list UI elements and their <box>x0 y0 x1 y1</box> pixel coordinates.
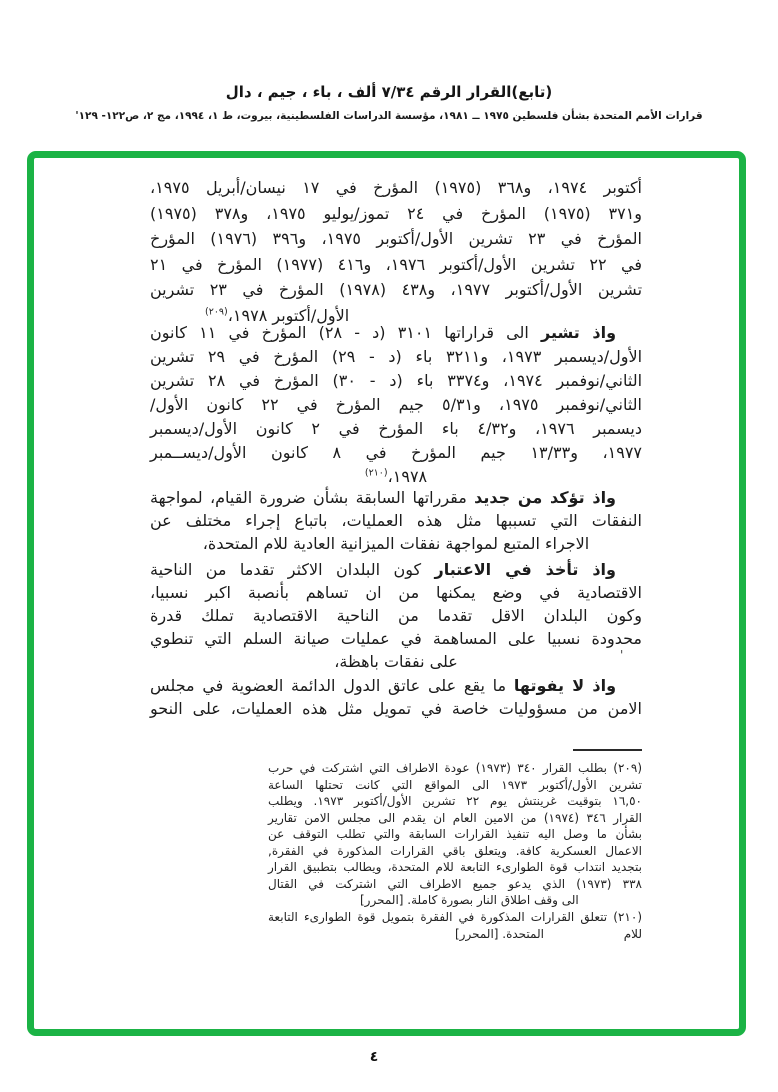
footnote-line: (٢١٠) تتعلق القرارات المذكورة في الفقرة بتمويل قوة الطوارىء التابعة للام <box>268 910 642 941</box>
footnote-line: القرار ٣٤٦ (١٩٧٤) من الامين العام ان يقدم الى مجلس الامن تقارير <box>268 810 643 825</box>
footnote-reference: (٢٠٩) <box>205 306 228 318</box>
text-line: المؤرخ في ٢٣ تشرين الأول/أكتوبر ١٩٧٥، و٣٩٦ (١٩٧٦) المؤرخ <box>150 229 642 248</box>
footnote-line: الاعمال العسكرية كافة. ويتعلق باقي القرارات المذكورة في الفقرة, <box>268 843 642 858</box>
text-line: ١٩٧٨،$^{(٢١٠)}$ <box>364 467 428 486</box>
text-line: الأول/ديسمبر ١٩٧٣، و٣٢١١ باء (د - ٢٩) المؤرخ في ٢٩ تشرين <box>150 347 643 366</box>
text-line: الأول/أكتوبر ١٩٧٨،$^{(٢٠٩)}$ <box>205 305 350 325</box>
text-line: ديسمبر ١٩٧٦، و٤/٣٢ باء المؤرخ في ٢ كانون الأول/ديسمبر <box>150 419 642 438</box>
lead-in-bold: واذ تشير <box>540 323 617 342</box>
text-line: الثاني/نوفمبر ١٩٧٤، و٣٣٧٤ باء (د - ٣٠) المؤرخ في ٢٨ تشرين <box>150 371 643 390</box>
footnote-line: ٣٣٨ (١٩٧٣) الذي يدعو جميع الاطراف التي اشتركت في القتال <box>268 876 642 891</box>
lead-in-bold: واذ تؤكد من جديد <box>474 488 616 507</box>
header-title: (تابع)القرار الرقم ٧/٣٤ ألف ، باء ، جيم ، دال <box>225 83 553 101</box>
footnote-line: الى وقف اطلاق النار بصورة كاملة. [المحرر] <box>360 893 579 907</box>
text-line: واذ تؤكد من جديد مقرراتها السابقة بشأن ضرورة القيام، لمواجهة <box>150 488 616 507</box>
paragraph <box>150 175 642 328</box>
stray-mark: ' <box>620 648 624 662</box>
footnote-line: بشأن ما وصل اليه تنفيذ القرارات السابقة والتي تطلب التوقف عن <box>268 827 642 841</box>
text-line: وكون البلدان الاقل تقدما من الناحية الاقتصادية تملك قدرة <box>150 606 642 625</box>
footnote-reference: (٢١٠) <box>364 467 388 479</box>
text-line: واذ لا يفوتها ما يقع على عاتق الدول الدائمة العضوية في مجلس <box>150 676 617 695</box>
text-line: محدودة نسبيا على المساهمة في عمليات صيانة السلم التي تنطوي <box>150 629 642 648</box>
text-line: أكتوبر ١٩٧٤، و٣٦٨ (١٩٧٥) المؤرخ في ١٧ نيسان/أبريل ١٩٧٥، <box>150 178 643 197</box>
text-line: واذ تأخذ في الاعتبار كون البلدان الاكثر تقدما من الناحية <box>150 560 616 579</box>
text-line: تشرين الأول/أكتوبر ١٩٧٧، و٤٣٨ (١٩٧٨) المؤرخ في ٢٣ تشرين <box>150 280 643 299</box>
paragraph <box>150 558 642 673</box>
text-line: الامن من مسؤوليات خاصة في تمويل مثل هذه العمليات، على النحو <box>150 699 642 718</box>
footnote-separator <box>573 749 642 751</box>
text-line: النفقات التي تسببها مثل هذه العمليات، باتباع إجراء مختلف عن <box>150 511 642 530</box>
footnote-line: بتجديد انتداب قوة الطوارىء التابعة للام المتحدة، ويطالب بتطبيق القرار <box>268 860 642 874</box>
footnote-line: ١٦,٥٠ بتوقيت غرينتش يوم ٢٢ تشرين الأول/أكتوبر ١٩٧٣. ويطلب <box>268 794 642 808</box>
text-line: الاقتصادية في وضع يمكنها من ان تساهم بأنصبة اكبر نسبيا، <box>150 583 642 602</box>
footnote <box>268 909 642 943</box>
paragraph <box>150 486 642 555</box>
footnote-line: تشرين الأول/أكتوبر ١٩٧٣ الى المواقع التي كانت تحتلها الساعة <box>268 777 642 792</box>
text-line: و٣٧١ (١٩٧٥) المؤرخ في ٢٤ تموز/يوليو ١٩٧٥، و٣٧٨ (١٩٧٥) <box>150 203 643 223</box>
header-source-citation: قرارات الأمم المتحدة بشأن فلسطين ١٩٧٥ ــ ١٩٨١، مؤسسة الدراسات الفلسطينية، بيروت، ط ١، ١٩٩٤، مج ٢، ص١٢٢- ١٢٩' <box>75 110 703 122</box>
text-line: ١٩٧٧، و١٣/٣٣ جيم المؤرخ في ٨ كانون الأول/ديســمبر <box>150 443 642 462</box>
footnote-line: المتحدة. [المحرر] <box>455 927 544 941</box>
lead-in-bold: واذ لا يفوتها <box>513 676 617 695</box>
page-number: ٤ <box>369 1049 379 1065</box>
lead-in-bold: واذ تأخذ في الاعتبار <box>434 560 616 579</box>
text-line: على نفقات باهظة، <box>334 652 458 671</box>
footnote-line: (٢٠٩) بطلب القرار ٣٤٠ (١٩٧٣) عودة الاطراف التي اشتركت في حرب <box>268 761 643 775</box>
text-line: واذ تشير الى قراراتها ٣١٠١ (د - ٢٨) المؤرخ في ١١ كانون <box>150 323 617 342</box>
text-line: الثاني/نوفمبر ١٩٧٥، و٥/٣١ جيم المؤرخ في ٢٢ كانون الأول/ <box>150 395 642 414</box>
text-line: الاجراء المتبع لمواجهة نفقات الميزانية العادية للام المتحدة، <box>202 534 590 553</box>
footnote <box>268 760 642 909</box>
paragraph <box>150 321 642 489</box>
paragraph <box>150 674 642 720</box>
text-line: في ٢٢ تشرين الأول/أكتوبر ١٩٧٦، و٤١٦ (١٩٧٧) المؤرخ في ٢١ <box>150 254 643 274</box>
